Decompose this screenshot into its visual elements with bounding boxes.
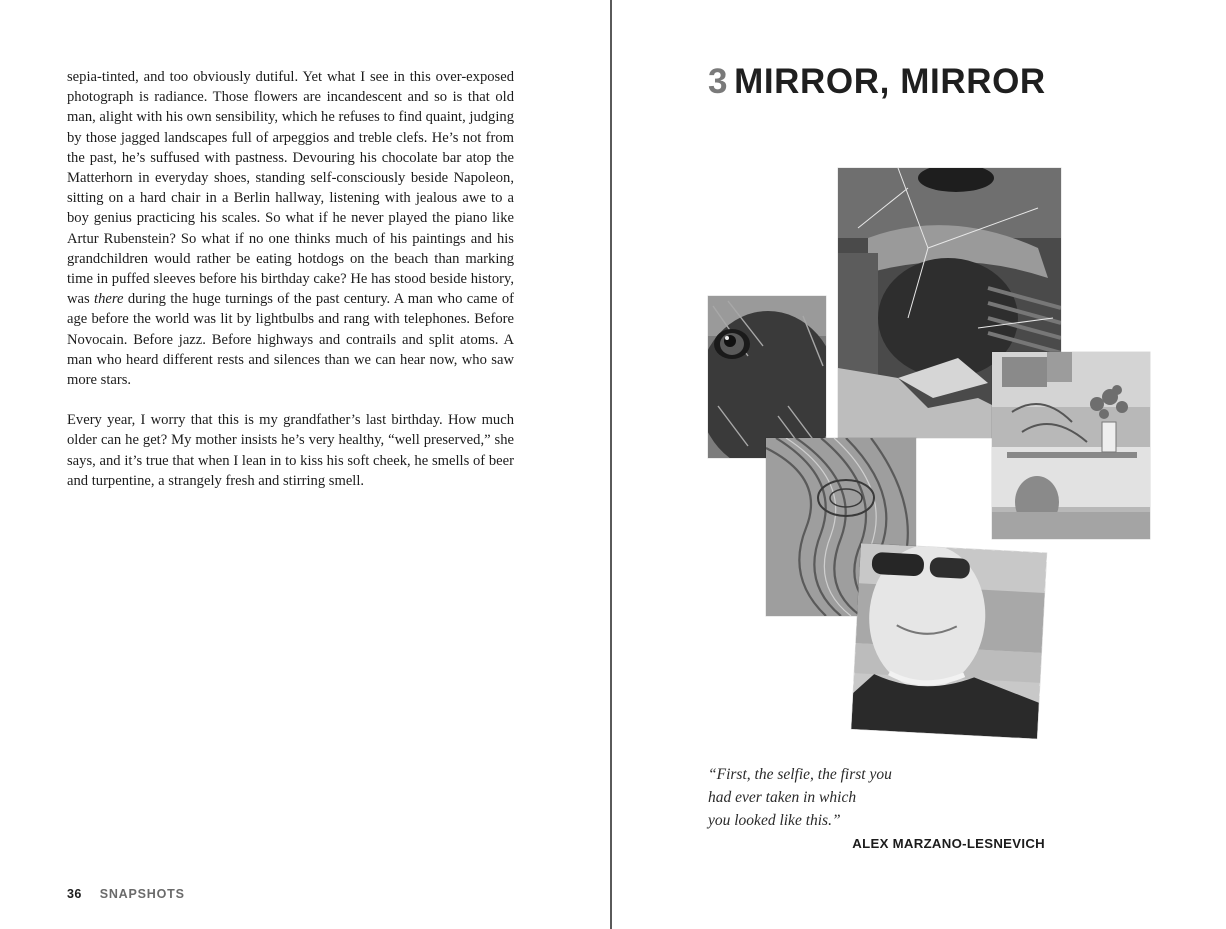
right-page (612, 0, 1226, 929)
chapter-number: 3 (708, 62, 729, 101)
epigraph-line: you looked like this.” (708, 812, 841, 829)
running-head: SNAPSHOTS (99, 887, 185, 901)
body-text (67, 67, 514, 511)
chapter-title: MIRROR, MIRROR (734, 62, 1046, 101)
photo-collage (708, 168, 1152, 738)
epigraph-line: “First, the selfie, the first you (708, 766, 892, 783)
flowers-table-interior-photo (992, 352, 1150, 539)
paragraph-2: Every year, I worry that this is my grandfather’s last birthday. How much older can he get? My mother insists he’s very healthy, “well preserved,” she says, and it’s true that when I lean in to kiss his soft cheek, he smells of beer and turpentine, a strangely fresh and stirring smell. (67, 412, 514, 489)
epigraph-quote (708, 763, 1048, 832)
page-number: 36 (67, 887, 82, 901)
sunglasses-selfie-photo (851, 543, 1046, 738)
paragraph-1: sepia-tinted, and too obviously dutiful. Yet what I see in this over-exposed photograph is radiance. Those flowers are incandescent and so is that old man, alight with his own sensibility, which he refuses to find quaint, judging by those jagged landscapes full of arpeggios and treble clefs. He’s not from the past, he’s suffused with pastness. Devouring his chocolate bar atop the Matterhorn in everyday shoes, standing self-consciously beside Napoleon, sitting on a hard chair in a Berlin hallway, listening with jealous awe to a boy genius practicing his scales. So what if he never played the piano like Artur Rubenstein? So what if no one thinks much of his paintings and his grandchildren would rather be eating hotdogs on the beach than marking time in puffed sleeves before his birthday cake? He has stood beside history, was there during the huge turnings of the past century. A man who came of age before the world was lit by lightbulbs and rang with telephones. Before Novocain. Before jazz. Before highways and contrails and split atoms. A man who heard different rests and silences than we can hear now, who saw more stars. (67, 69, 514, 389)
folio (67, 887, 185, 901)
chapter-heading (708, 62, 1046, 102)
animal-eye-closeup-photo (708, 296, 826, 458)
epigraph-line: had ever taken in which (708, 789, 857, 806)
epigraph-attribution: ALEX MARZANO-LESNEVICH (852, 836, 1045, 851)
left-page (0, 0, 610, 929)
emphasis-there: there (94, 291, 124, 308)
